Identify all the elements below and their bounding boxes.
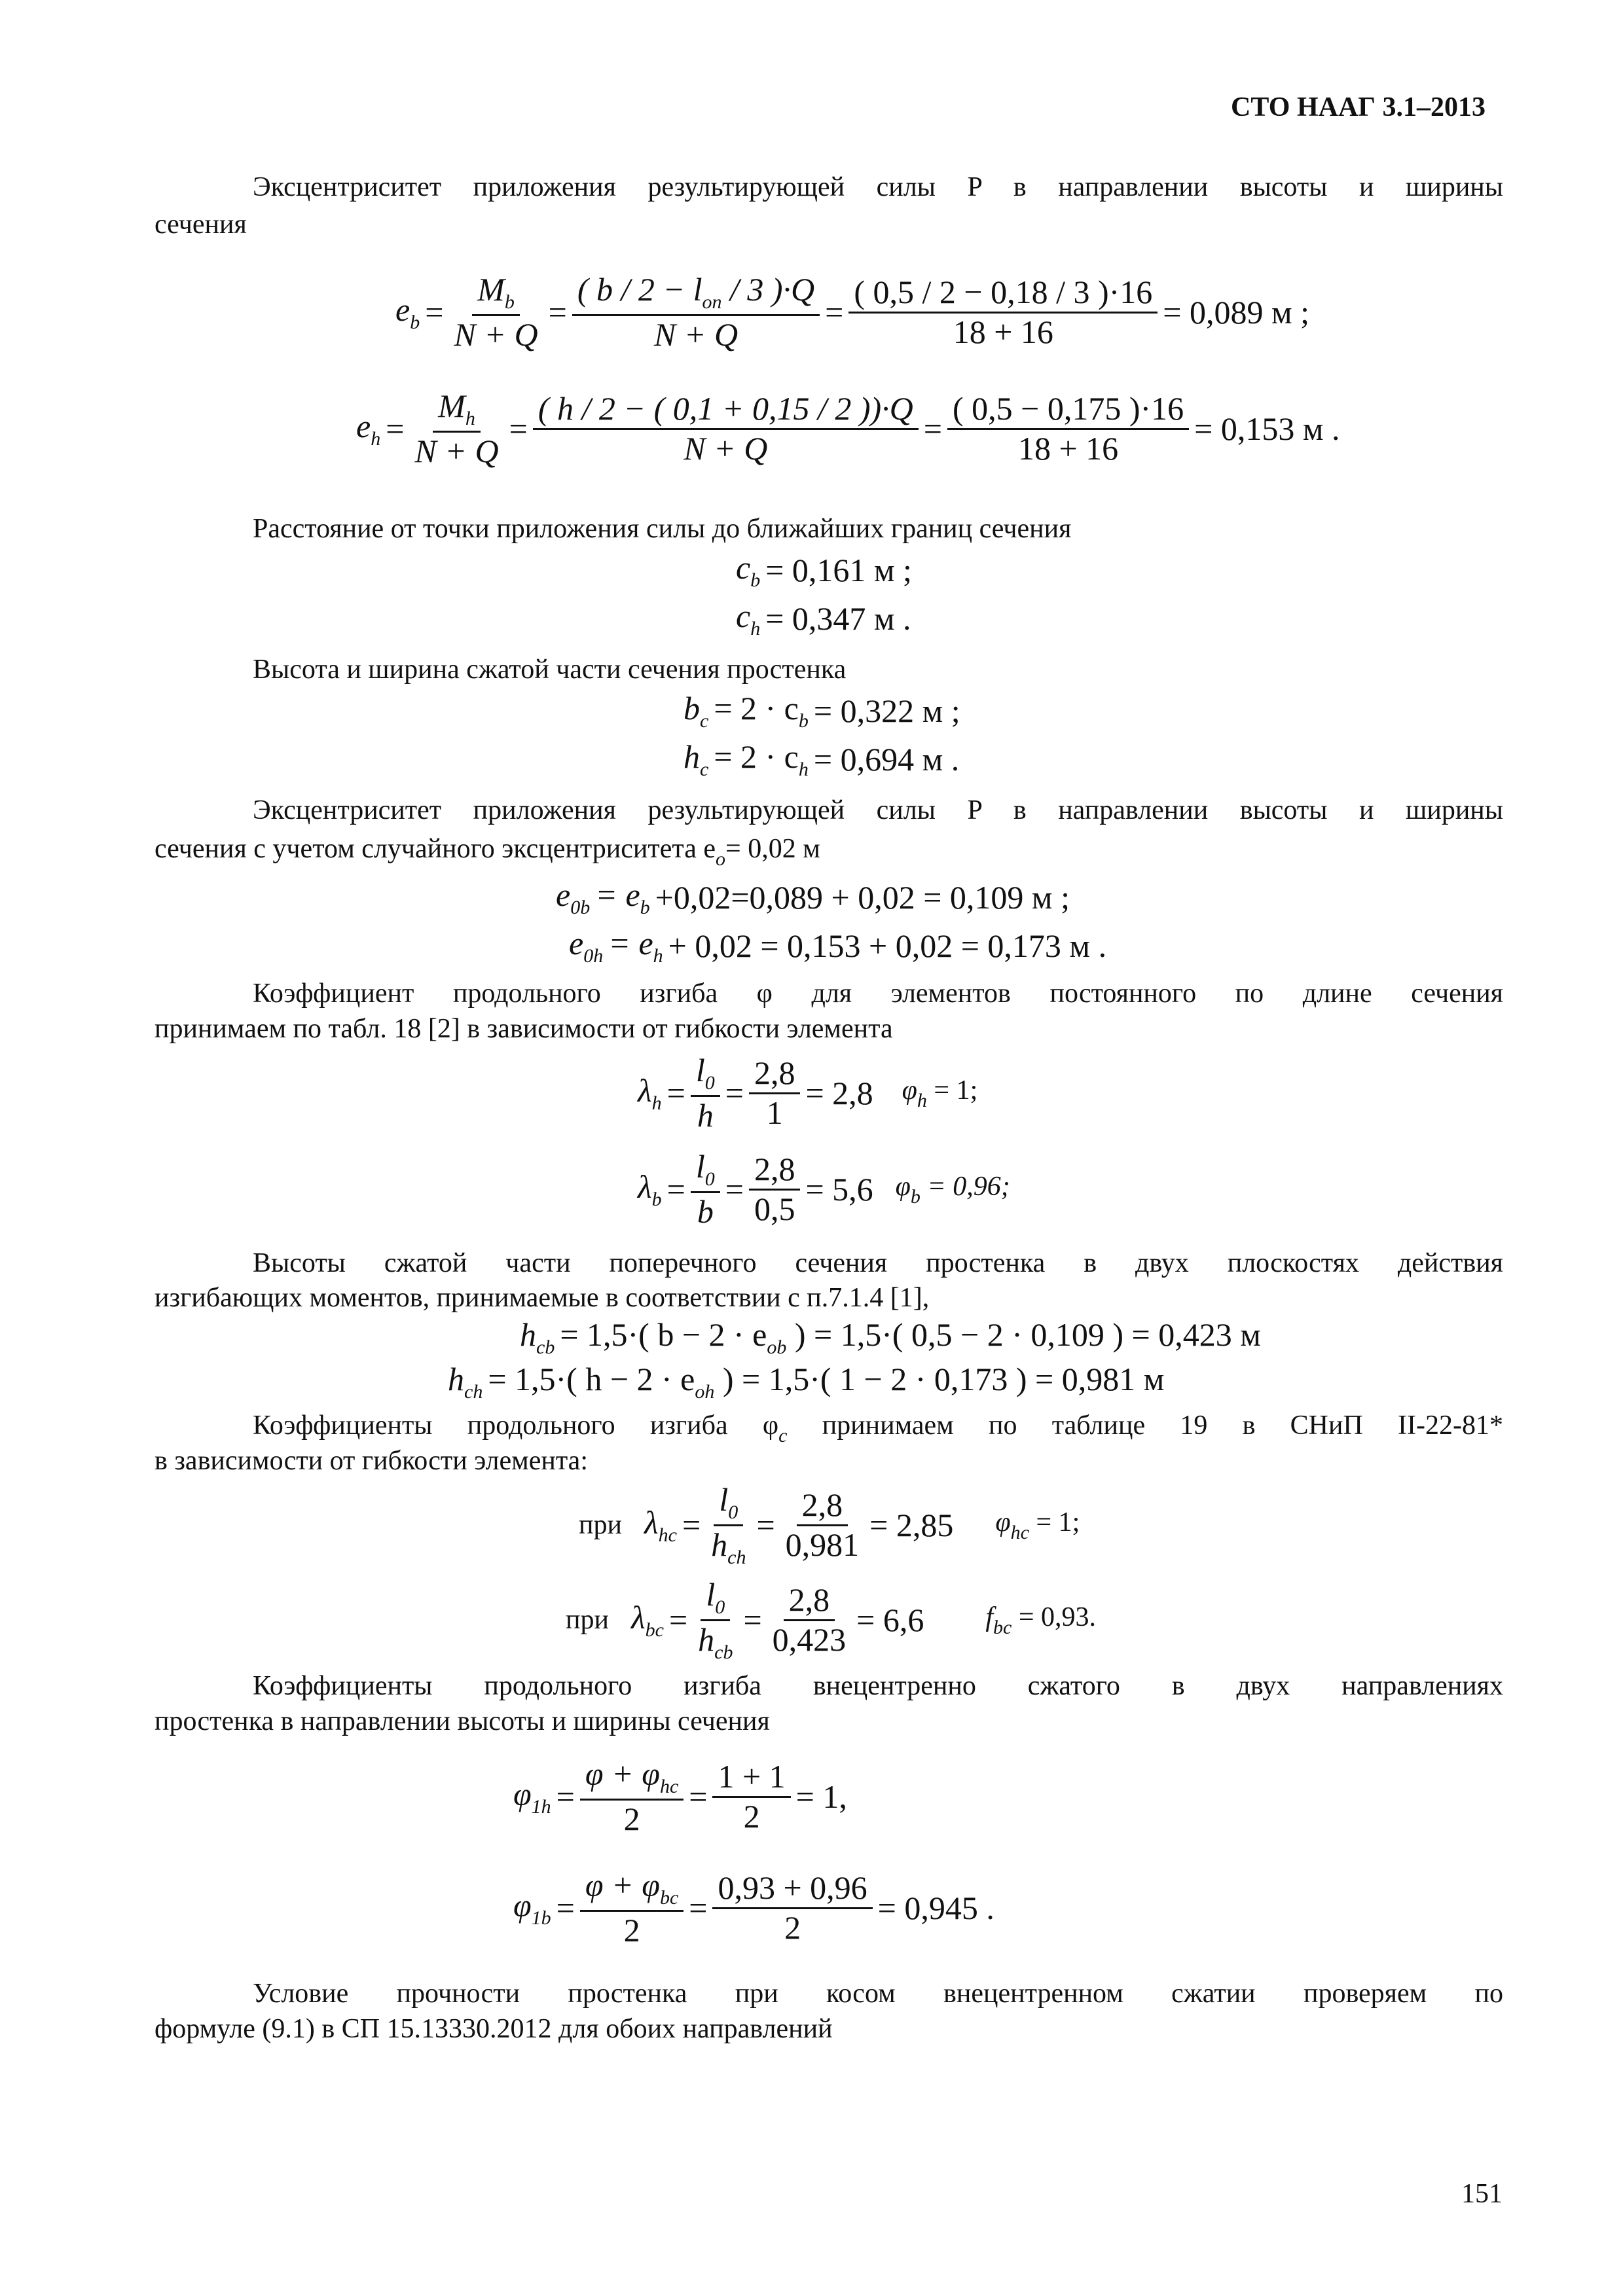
- paragraph-distance: [155, 511, 1503, 547]
- formula-ch: $c_h$ = 0,347 м .: [736, 598, 911, 639]
- paragraph-eccentric-coef: [155, 1668, 1503, 1704]
- paragraph-text: Высоты сжатой части поперечного сечения простенка в двух плоскостях действия: [253, 1248, 1503, 1278]
- paragraph-compressed-part: [155, 651, 1503, 688]
- page-number: 151: [1461, 2179, 1503, 2209]
- fraction: $\frac{( 0,5 / 2 - 0,18 / 3 )\cdot 16}{18 + 16}$: [848, 274, 1158, 351]
- formula-lambda-h: $\lambda_h$ = $\frac{l_0}{h}$ = $\frac{2,8}{1}$ = 2,8 $\varphi_h = 1$;: [638, 1052, 978, 1134]
- formula-lambda-bc: при $\lambda_{bc}$ = $\frac{l_0}{h_{cb}}$ = $\frac{2,8}{0,423}$ = 6,6 $f_{bc} = 0,93$.: [566, 1576, 1097, 1663]
- paragraph-eccentricity-intro: [155, 169, 1503, 206]
- formula-eh: $e_h$ = $\frac{M_h}{N + Q}$ = $\frac{( h / 2 - ( 0,1 + 0,15 / 2 ))\cdot Q}{N + Q}$ = $\frac{( 0,5 - 0,175 )\cdot 16}{18 + 16}$ = 0,153 м .: [356, 387, 1340, 469]
- paragraph-text: формуле (9.1) в СП 15.13330.2012 для обоих направлений: [155, 2014, 833, 2044]
- formula-eb: $e_b$ = $\frac{M_b}{N + Q}$ = $\frac{( b / 2 - l_{on} / 3 )\cdot Q}{N + Q}$ = $\frac{( 0,5 / 2 - 0,18 / 3 )\cdot 16}{18 + 16}$ = 0,089 м ;: [395, 271, 1310, 353]
- formula-cb: $c_b$ = 0,161 м ;: [736, 549, 912, 591]
- paragraph-text: в зависимости от гибкости элемента:: [155, 1446, 588, 1476]
- paragraph-text: изгибающих моментов, принимаемые в соответствии с п.7.1.4 [1],: [155, 1283, 930, 1313]
- paragraph-text: Высота и ширина сжатой части сечения простенка: [253, 655, 847, 685]
- paragraph-heights: [155, 1245, 1503, 1282]
- paragraph-text: Коэффициент продольного изгиба φ для элементов постоянного по длине сечения: [253, 978, 1503, 1009]
- formula-phi-1b: $\varphi_{1b}$ = $\frac{\varphi + \varphi_{bc}}{2}$ = $\frac{0,93 + 0,96}{2}$ = 0,945 .: [513, 1867, 994, 1948]
- formula-e0b: $e_{0b}$ = $e_b$ +0,02=0,089 + 0,02 = 0,109 м ;: [556, 876, 1070, 918]
- formula-hcb: $h_{cb}$ = 1,5·( $b - 2 \cdot e_{ob}$ ) = 1,5·( 0,5 − 2 · 0,109 ) = 0,423 м: [520, 1316, 1261, 1358]
- formula-symbol: $e_h$: [356, 408, 381, 450]
- paragraph-text: Коэффициенты продольного изгиба $\varphi_c$ принимаем по таблице 19 в СНиП II-22-81*: [253, 1410, 1503, 1446]
- paragraph-text: сечения с учетом случайного эксцентриситета $e_o= 0,02$ м: [155, 834, 820, 870]
- formula-bc: $b_c$ = $2 \cdot c_b$ = 0,322 м ;: [684, 690, 960, 732]
- fraction: $\frac{M_h}{N + Q}$: [414, 387, 499, 469]
- paragraph-buckling-coef: [155, 975, 1503, 1012]
- paragraph-text: Расстояние от точки приложения силы до ближайших границ сечения: [253, 514, 1072, 544]
- formula-e0h: $e_{0h}$ = $e_h$ + 0,02 = 0,153 + 0,02 = 0,173 м .: [569, 925, 1107, 967]
- paragraph-text: Коэффициенты продольного изгиба внецентренно сжатого в двух направлениях: [253, 1671, 1503, 1701]
- paragraph-text: сечения: [155, 209, 247, 240]
- paragraph-eccentricity-random: [155, 792, 1503, 829]
- formula-hch: $h_{ch}$ = 1,5·( $h - 2 \cdot e_{oh}$ ) = 1,5·( 1 − 2 · 0,173 ) = 0,981 м: [448, 1361, 1165, 1403]
- paragraph-text: принимаем по табл. 18 [2] в зависимости от гибкости элемента: [155, 1014, 893, 1044]
- fraction: $\frac{M_b}{N + Q}$: [454, 271, 538, 353]
- formula-hc: $h_c$ = $2 \cdot c_h$ = 0,694 м .: [684, 738, 960, 780]
- paragraph-text: Эксцентриситет приложения результирующей силы P в направлении высоты и ширины: [253, 795, 1503, 825]
- paragraph-text: Условие прочности простенка при косом внецентренном сжатии проверяем по: [253, 1979, 1503, 2009]
- formula-lambda-b: $\lambda_b$ = $\frac{l_0}{b}$ = $\frac{2,8}{0,5}$ = 5,6 $\varphi_b = 0,96$;: [638, 1148, 1010, 1230]
- document-code-header: СТО НААГ 3.1–2013: [1231, 92, 1486, 122]
- paragraph-text: Эксцентриситет приложения результирующей силы P в направлении высоты и ширины: [253, 172, 1503, 202]
- paragraph-text: простенка в направлении высоты и ширины сечения: [155, 1706, 770, 1736]
- formula-lambda-hc: при $\lambda_{hc}$ = $\frac{l_0}{h_{ch}}$ = $\frac{2,8}{0,981}$ = 2,85 $\varphi_{hc} = 1$;: [579, 1481, 1080, 1568]
- paragraph-strength-condition: [155, 1975, 1503, 2012]
- formula-symbol: $e_b$: [395, 291, 420, 333]
- fraction: $\frac{( b / 2 - l_{on} / 3 )\cdot Q}{N + Q}$: [572, 271, 820, 353]
- fraction: $\frac{( h / 2 - ( 0,1 + 0,15 / 2 ))\cdot Q}{N + Q}$: [533, 390, 919, 467]
- formula-phi-1h: $\varphi_{1h}$ = $\frac{\varphi + \varphi_{hc}}{2}$ = $\frac{1 + 1}{2}$ = 1,: [513, 1755, 847, 1837]
- fraction: $\frac{( 0,5 - 0,175 )\cdot 16}{18 + 16}$: [947, 390, 1189, 467]
